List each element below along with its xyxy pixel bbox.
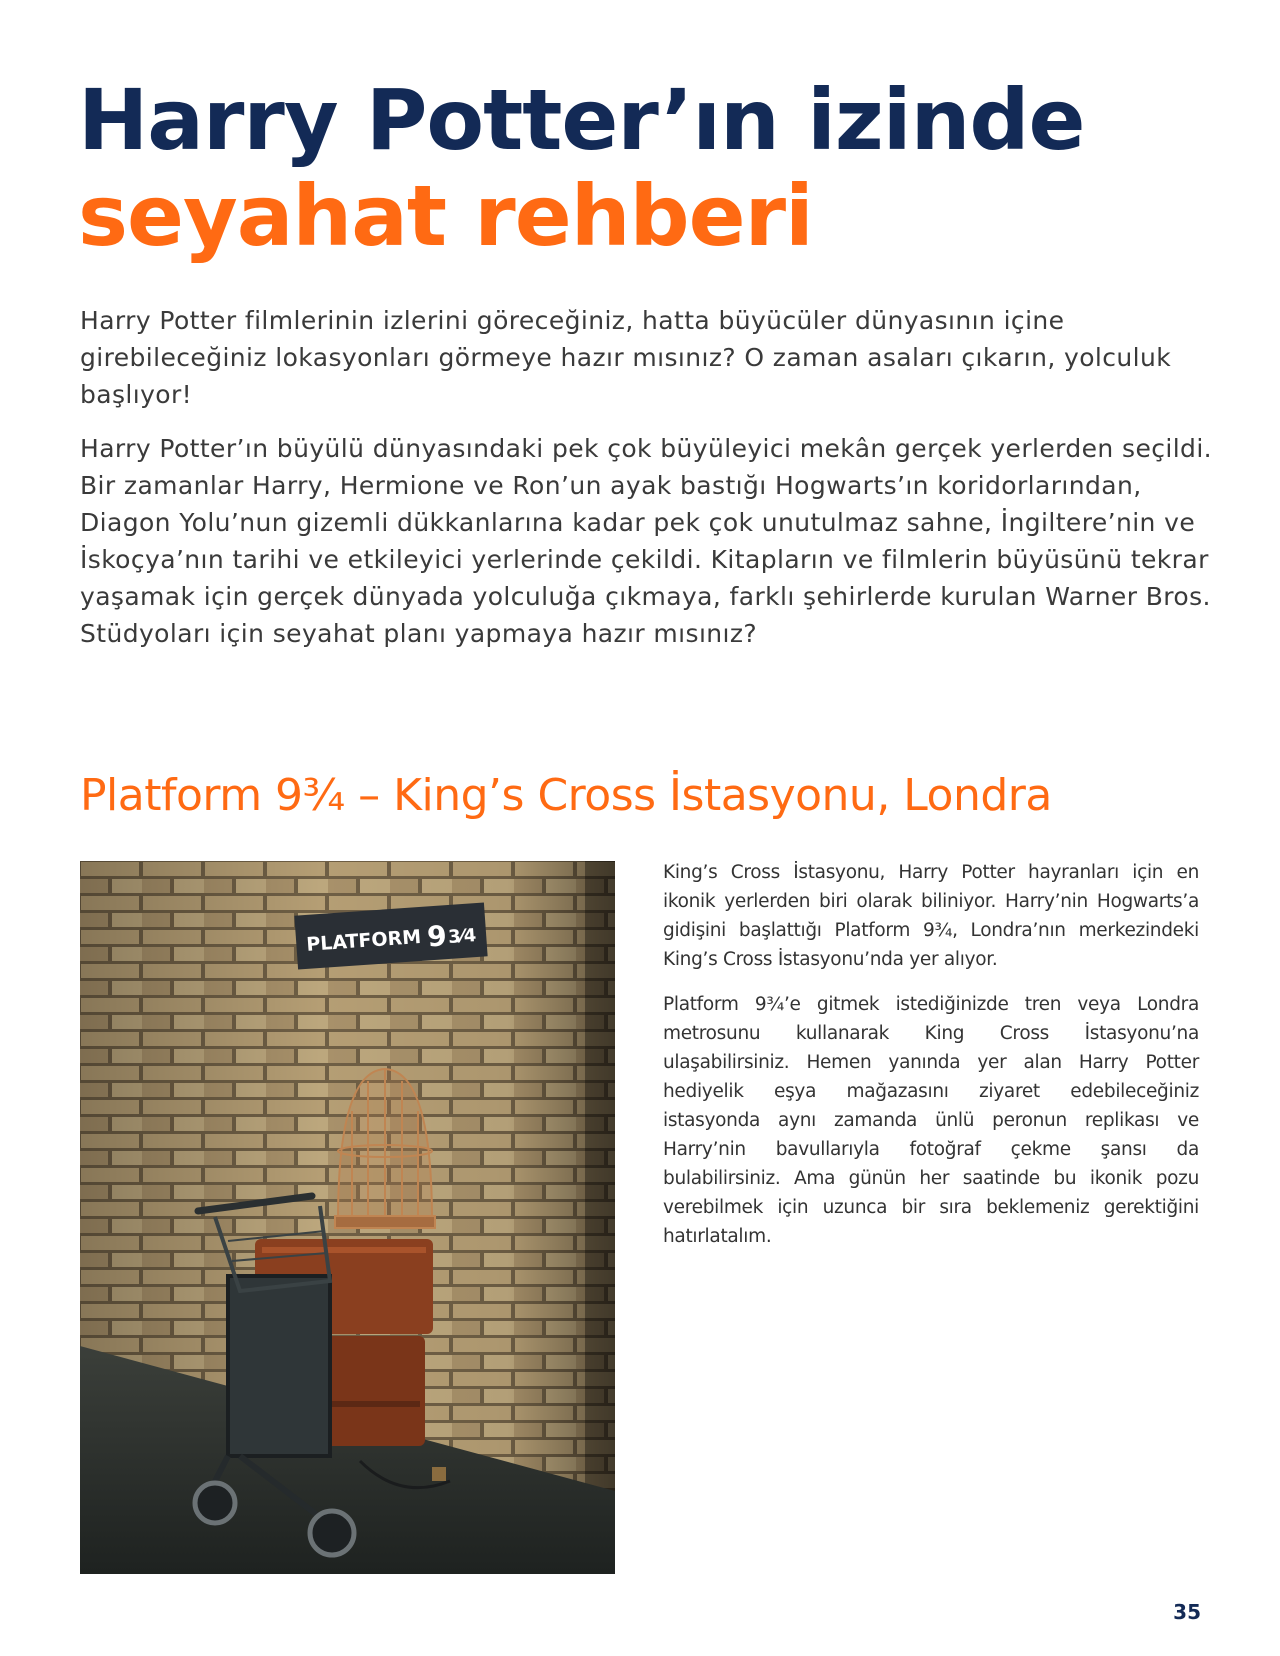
platform-photo (80, 861, 615, 1574)
section-paragraph-2: Platform 9¾’e gitmek istediğinizde tren veya Londra metrosunu kullanarak King Cross İstasyonu’na ulaşabilirsiniz. Hemen yanında yer alan Harry Potter hediyelik eşya mağazasını ziyaret edebileceğiniz istasyonda aynı zamanda ünlü peronun replikası ve Harry’nin bavullarıyla fotoğraf çekme şansı da bulabilirsiniz. Ama günün her saatinde bu ikonik pozu verebilmek için uzunca bir sıra beklemeniz gerektiğini hatırlatalım. (663, 994, 1199, 1247)
sign-word: PLATFORM (305, 925, 422, 956)
section-body (663, 858, 1199, 1267)
title-line-1: Harry Potter’ın izinde (78, 71, 1085, 169)
sign-number: 9 (426, 919, 448, 954)
sign-fraction: 3⁄4 (447, 925, 477, 948)
intro-paragraph-1: Harry Potter filmlerinin izlerini göreceğiniz, hatta büyücüler dünyasının içine girebileceğiniz lokasyonları görmeye hazır mısınız? O zaman asaları çıkarın, yolculuk başlıyor! (80, 306, 1172, 409)
intro-text (80, 302, 1220, 669)
page-title (78, 72, 1084, 264)
section-heading: Platform 9¾ – King’s Cross İstasyonu, Londra (80, 770, 1052, 821)
intro-paragraph-2: Harry Potter’ın büyülü dünyasındaki pek çok büyüleyici mekân gerçek yerlerden seçildi. Bir zamanlar Harry, Hermione ve Ron’un ayak bastığı Hogwarts’ın koridorlarından, Diagon Yolu’nun gizemli dükkanlarına kadar pek çok unutulmaz sahne, İngiltere’nin ve İskoçya’nın tarihi ve etkileyici yerlerinde çekildi. Kitapların ve filmlerin büyüsünü tekrar yaşamak için gerçek dünyada yolculuğa çıkmaya, farklı şehirlerde kurulan Warner Bros. Stüdyoları için seyahat planı yapmaya hazır mısınız? (80, 434, 1213, 648)
section-paragraph-1: King’s Cross İstasyonu, Harry Potter hayranları için en ikonik yerlerden biri olarak biliniyor. Harry’nin Hogwarts’a gidişini başlattığı Platform 9¾, Londra’nın merkezindeki King’s Cross İstasyonu’nda yer alıyor. (663, 862, 1199, 970)
title-line-2: seyahat rehberi (78, 167, 813, 265)
page-number: 35 (1173, 1600, 1201, 1624)
